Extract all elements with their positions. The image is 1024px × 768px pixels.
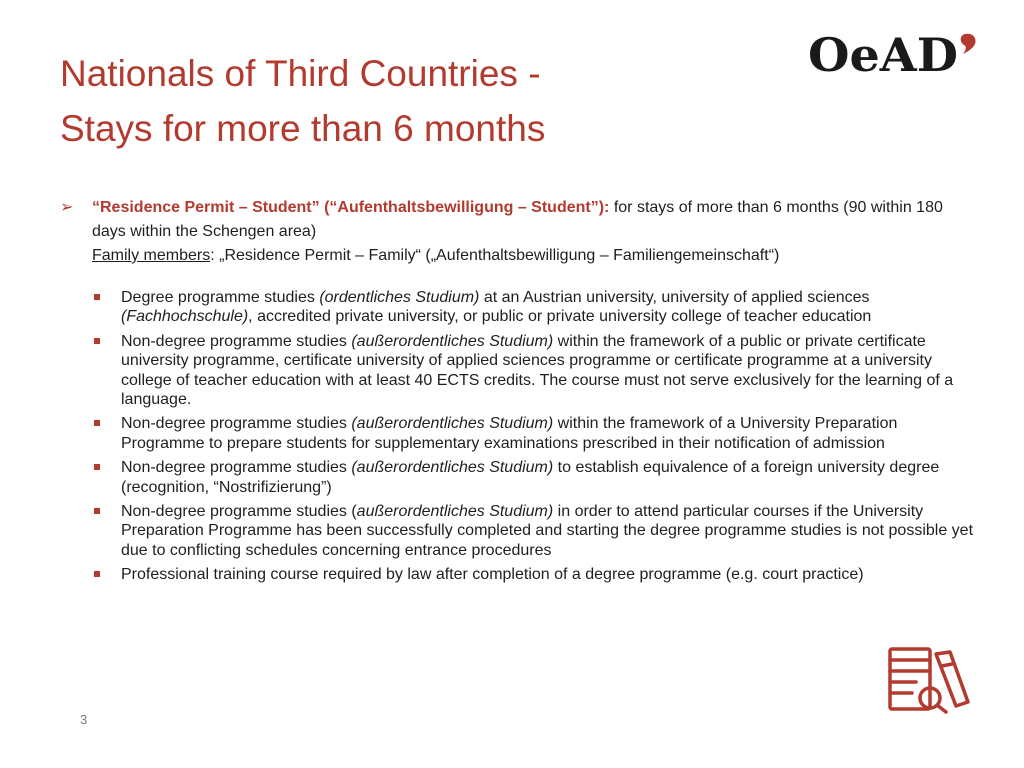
family-members-label: Family members [92,247,211,264]
page-number: 3 [80,712,88,727]
family-members-text: : „Residence Permit – Family“ („Aufenthaltsbewilligung – Familiengemeinschaft“) [210,247,780,264]
square-bullet-icon [94,508,100,514]
list-item: Non-degree programme studies (außerordentliches Studium) within the framework of a University Preparation Programme to prepare students for supplementary examinations prescribed in their notification of admission [92,414,975,453]
oead-logo [808,30,976,78]
page-title [60,46,545,156]
list-item: Professional training course required by law after completion of a degree programme (e.g. court practice) [92,565,975,584]
list-item: Non-degree programme studies (außerordentliches Studium) in order to attend particular courses if the University Preparation Programme has been successfully completed and starting the degree programme studies is not possible yet due to conflicting schedules concerning entrance procedures [92,502,975,560]
main-content [60,196,975,590]
square-bullet-icon [94,294,100,300]
residence-permit-label: “Residence Permit – Student” (“Aufenthaltsbewilligung – Student”): [92,199,610,216]
list-item: Non-degree programme studies (außerordentliches Studium) within the framework of a public or private certificate university programme, certificate university of applied sciences programme or certificate programme at a university college of teacher education with at least 40 ECTS credits. The course must not serve exclusively for the learning of a language. [92,332,975,410]
list-item: Degree programme studies (ordentliches Studium) at an Austrian university, university of applied sciences (Fachhochschule), accredited private university, or public or private university college of teacher education [92,288,975,327]
square-bullet-icon [94,571,100,577]
arrowhead-bullet-icon: ➢ [60,199,74,216]
residence-permit-item [60,196,975,268]
residence-permit-description: for stays of more than 6 months (90 within 180 days within the Schengen area) [92,199,943,240]
residence-permit-text [92,196,975,268]
page-title-line-2: Stays for more than 6 months [60,108,546,149]
square-bullet-icon [94,420,100,426]
svg-text:OeAD: OeAD [808,30,958,78]
document-search-icon [886,646,972,716]
page-title-line-1: Nationals of Third Countries - [60,53,541,94]
square-bullet-icon [94,338,100,344]
list-item: Non-degree programme studies (außerordentliches Studium) to establish equivalence of a foreign university degree (recognition, “Nostrifizierung”) [92,458,975,497]
programme-list [92,288,975,585]
square-bullet-icon [94,464,100,470]
